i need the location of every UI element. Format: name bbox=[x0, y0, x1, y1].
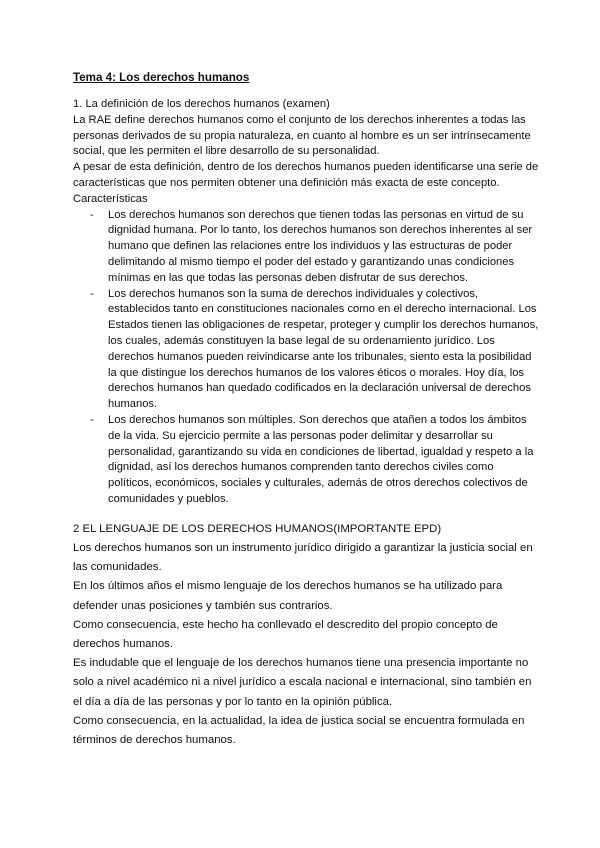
section-heading: 1. La definición de los derechos humanos (examen) bbox=[73, 98, 330, 110]
bullet-dash: - bbox=[90, 208, 94, 221]
list-item-text: Los derechos humanos son la suma de derechos individuales y colectivos, establecidos tanto en constituciones nacionales como en el derecho internacional. Los Estados tienen las obligaciones de respetar, proteger y cumplir los derechos humanos, los cuales, además constituyen la base legal de su ordenamiento jurídico. Los derechos humanos pueden reivindicarse ante los tribunales, siento esta la posibilidad la que distingue los derechos humanos de los valores éticos o morales. Hoy día, los derechos humanos han quedado codificados en la declaración universal de derechos humanos. bbox=[108, 287, 539, 411]
section-heading: 2 EL LENGUAJE DE LOS DERECHOS HUMANOS(IMPORTANTE EPD) bbox=[73, 522, 442, 535]
list-item bbox=[73, 413, 540, 508]
characteristics-list bbox=[73, 208, 540, 508]
paragraph: La RAE define derechos humanos como el conjunto de los derechos inherentes a todas las personas derivados de su propia naturaleza, en cuanto al hombre es un ser intrínsecamente social, que les permiten el libre desarrollo de su personalidad. bbox=[73, 113, 531, 158]
paragraph: A pesar de esta definición, dentro de los derechos humanos pueden identificarse una serie de características que nos permiten obtener una definición más exacta de este concepto. bbox=[73, 161, 539, 189]
document-title: Tema 4: Los derechos humanos bbox=[73, 71, 250, 84]
bullet-dash: - bbox=[90, 413, 94, 426]
paragraph: En los últimos años el mismo lenguaje de los derechos humanos se ha utilizado para defender unas posiciones y también sus contrarios. bbox=[73, 580, 503, 612]
list-item bbox=[73, 287, 540, 413]
bullet-dash: - bbox=[90, 287, 94, 300]
paragraph: Es indudable que el lenguaje de los derechos humanos tiene una presencia importante no solo a nivel académico ni a nivel jurídico a escala nacional e internacional, sino también en el día a día de las personas y por lo tanto en la opinión pública. bbox=[73, 657, 532, 708]
list-item bbox=[73, 208, 540, 287]
paragraph: Los derechos humanos son un instrumento jurídico dirigido a garantizar la justicia social en las comunidades. bbox=[73, 541, 533, 574]
list-label: Características bbox=[73, 192, 148, 205]
paragraph: Como consecuencia, este hecho ha conllevado el descredito del propio concepto de derechos humanos. bbox=[73, 618, 498, 650]
section-language bbox=[73, 520, 540, 750]
list-item-text: Los derechos humanos son múltiples. Son derechos que atañen a todos los ámbitos de la vida. Su ejercicio permite a las personas poder delimitar y desarrollar su personalidad, garantizando su vida en condiciones de libertad, igualdad y respeto a la dignidad, así los derechos humanos comprenden tanto derechos civiles como políticos, económicos, sociales y culturales, además de otros derechos colectivos de comunidades y pueblos. bbox=[108, 413, 534, 505]
paragraph: Como consecuencia, en la actualidad, la idea de justica social se encuentra formulada en términos de derechos humanos. bbox=[73, 714, 525, 746]
section-definition bbox=[73, 97, 540, 508]
list-item-text: Los derechos humanos son derechos que tienen todas las personas en virtud de su dignidad humana. Por lo tanto, los derechos humanos son derechos inherentes al ser humano que definen las relaciones entre los individuos y las estructuras de poder delimitando al mismo tiempo el poder del estado y garantizando unas condiciones mínimas en las que todas las personas deben disfrutar de sus derechos. bbox=[108, 208, 533, 284]
